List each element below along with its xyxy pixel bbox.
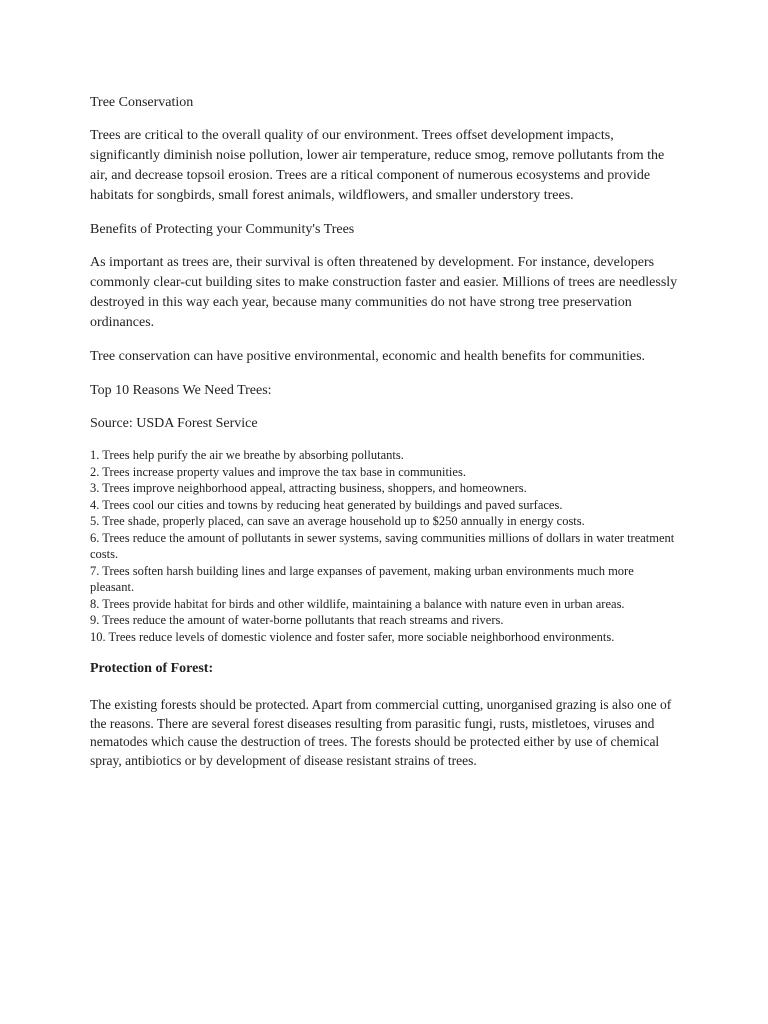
list-item: 2. Trees increase property values and improve the tax base in communities. [90, 464, 466, 479]
protection-paragraph: The existing forests should be protected. Apart from commercial cutting, unorganised grazing is also one of the reasons. There are several forest diseases resulting from parasitic fungi, rusts, mistletoes, viruses and nematodes which cause the destruction of trees. The forests should be protected either by use of chemical spray, antibiotics or by development of disease resistant strains of trees. [90, 697, 672, 768]
list-item: 10. Trees reduce levels of domestic violence and foster safer, more sociable neighborhood environments. [90, 629, 615, 644]
reasons-list [90, 447, 680, 645]
intro-paragraph: Trees are critical to the overall quality of our environment. Trees offset development impacts, significantly diminish noise pollution, lower air temperature, reduce smog, remove pollutants from the air, and decrease topsoil erosion. Trees are a ritical component of numerous ecosystems and provide habitats for songbirds, small forest animals, wildflowers, and smaller understory trees. [90, 128, 665, 203]
list-item: 9. Trees reduce the amount of water-borne pollutants that reach streams and rivers. [90, 613, 504, 627]
list-item: 4. Trees cool our cities and towns by reducing heat generated by buildings and paved surfaces. [90, 497, 563, 512]
reasons-heading: Top 10 Reasons We Need Trees: [90, 383, 272, 398]
list-item: 8. Trees provide habitat for birds and other wildlife, maintaining a balance with nature even in urban areas. [90, 596, 625, 611]
list-item: 6. Trees reduce the amount of pollutants in sewer systems, saving communities millions of dollars in water treatment costs. [90, 530, 675, 561]
list-item: 3. Trees improve neighborhood appeal, attracting business, shoppers, and homeowners. [90, 481, 527, 495]
source-line: Source: USDA Forest Service [90, 416, 258, 431]
threat-paragraph: As important as trees are, their survival is often threatened by development. For instance, developers commonly clear-cut building sites to make construction faster and easier. Millions of trees are needlessly destroyed in this way each year, because many communities do not have strong tree preservation ordinances. [90, 255, 678, 330]
list-item: 1. Trees help purify the air we breathe by absorbing pollutants. [90, 448, 404, 462]
list-item: 5. Tree shade, properly placed, can save an average household up to $250 annually in energy costs. [90, 514, 585, 528]
document-title: Tree Conservation [90, 95, 194, 110]
document-page [90, 93, 680, 770]
list-item: 7. Trees soften harsh building lines and large expanses of pavement, making urban environments much more pleasant. [90, 563, 634, 594]
protection-heading: Protection of Forest: [90, 661, 214, 676]
benefits-paragraph: Tree conservation can have positive environmental, economic and health benefits for communities. [90, 349, 646, 364]
benefits-heading: Benefits of Protecting your Community's Trees [90, 222, 355, 237]
